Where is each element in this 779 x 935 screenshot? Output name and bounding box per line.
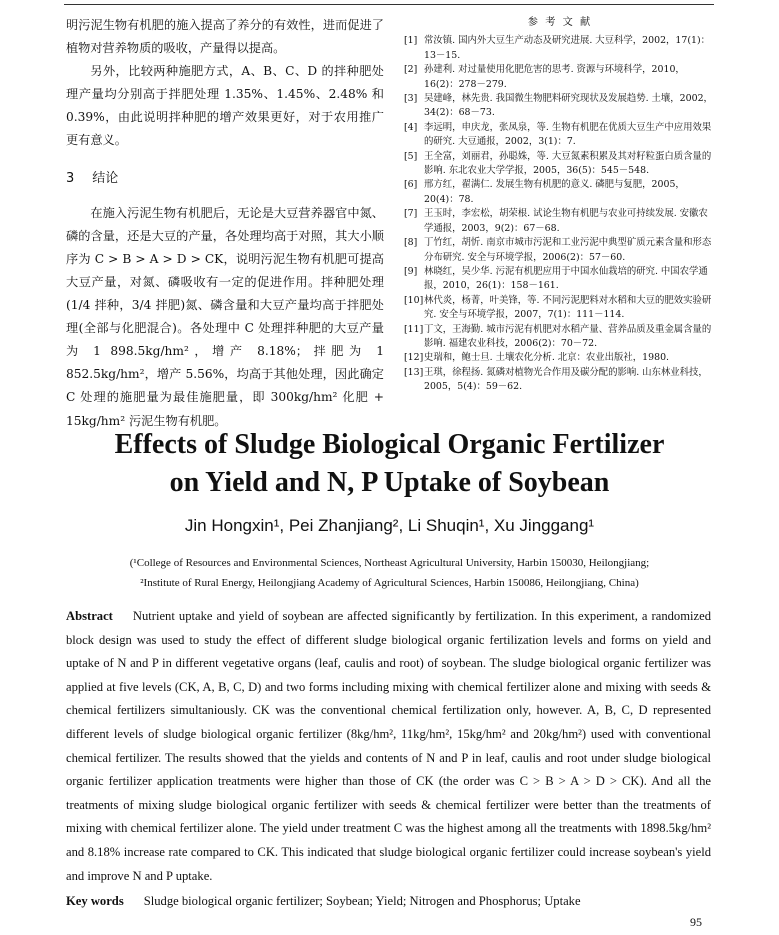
title-line-1: Effects of Sludge Biological Organic Fertilizer xyxy=(114,429,665,460)
reference-item xyxy=(404,366,716,395)
section-heading xyxy=(66,167,384,190)
reference-number: [13] xyxy=(404,366,424,378)
reference-text: 吴建峰，林先贵. 我国微生物肥料研究现状及发展趋势. 土壤，2002，34(2)：68－73. xyxy=(424,93,713,119)
abstract-label: Abstract xyxy=(66,609,113,623)
reference-item xyxy=(404,63,716,92)
reference-item xyxy=(404,236,716,265)
authors: Jin Hongxin¹, Pei Zhanjiang², Li Shuqin¹, Xu Jinggang¹ xyxy=(184,516,595,535)
top-rule xyxy=(64,4,714,5)
body-paragraph-2: 另外，比较两种施肥方式，A、B、C、D 的拌种肥处理产量均分别高于拌肥处理 1.35%、1.45%、2.48% 和 0.39%，由此说明拌种肥的增产效果更好，对于农用推广更有意义。 xyxy=(66,64,384,148)
reference-item xyxy=(404,178,716,207)
reference-number: [2] xyxy=(404,64,418,76)
reference-item xyxy=(404,351,716,365)
reference-text: 林代炎，杨菁，叶美锋，等. 不同污泥肥料对水稻和大豆的肥效实验研究. 安全与环境学报，2007，7(1)：111－114. xyxy=(424,294,712,321)
english-title xyxy=(0,426,779,502)
reference-text: 王玉时，李宏松，胡荣根. 试论生物有机肥与农业可持续发展. 安徽农学通报，2003，9(2)：67－68. xyxy=(424,208,708,234)
keywords-text: Sludge biological organic fertilizer; Soybean; Yield; Nitrogen and Phosphorus; Uptake xyxy=(143,894,581,909)
reference-text: 常汝镇. 国内外大豆生产动态及研究进展. 大豆科学，2002，17(1)：13－15. xyxy=(424,35,710,61)
section-title: 结论 xyxy=(92,170,119,186)
left-column xyxy=(66,14,384,433)
reference-number: [5] xyxy=(404,150,418,162)
reference-number: [10] xyxy=(404,294,424,306)
reference-text: 王琪，徐程扬. 氮磷对植物光合作用及碳分配的影响. 山东林业科技，2005，5(4)：59－62. xyxy=(424,366,708,393)
reference-number: [9] xyxy=(404,265,418,277)
reference-item xyxy=(404,121,716,150)
reference-item xyxy=(404,265,716,294)
affiliation-1: (¹College of Resources and Environmental Sciences, Northeast Agricultural University, Harbin 150030, Heilongjiang; xyxy=(129,557,650,569)
page-number: 95 xyxy=(690,915,702,929)
references-column xyxy=(404,16,716,395)
reference-number: [11] xyxy=(404,323,424,335)
reference-number: [3] xyxy=(404,93,418,105)
reference-number: [1] xyxy=(404,35,418,47)
reference-item xyxy=(404,323,716,352)
reference-text: 李远明，申庆龙，张凤泉，等. 生物有机肥在优质大豆生产中应用效果的研究. 大豆通报，2002，3(1)：7. xyxy=(424,121,712,148)
reference-text: 王全富，刘丽君，孙聪姝，等. 大豆氮素积累及其对籽粒蛋白质含量的影响. 东北农业大学学报，2005，36(5)：545－548. xyxy=(424,150,712,177)
reference-text: 孙建利. 对过量使用化肥危害的思考. 资源与环境科学，2010，16(2)：278－279. xyxy=(424,64,685,90)
reference-text: 丁竹红，胡忻. 南京市城市污泥和工业污泥中典型矿质元素含量和形态分布研究. 安全与环境学报，2006(2)：57－60. xyxy=(424,237,712,263)
keywords-label: Key words xyxy=(66,894,124,909)
affiliation-2: ²Institute of Rural Energy, Heilongjiang Academy of Agricultural Sciences, Harbin 150086, Heilongjiang, China) xyxy=(140,577,639,589)
reference-item xyxy=(404,207,716,236)
reference-item xyxy=(404,34,716,63)
conclusion-paragraph: 在施入污泥生物有机肥后，无论是大豆营养器官中氮、磷的含量，还是大豆的产量，各处理均高于对照，其大小顺序为 C > B > A > D > CK，说明污泥生物有机肥可提高大豆产量，对氮、磷吸收有一定的促进作用。拌种肥处理(1/4 拌种，3/4 拌肥)氮、磷含量和大豆产量均高于拌肥处理(全部与化肥混合)。各处理中 C 处理拌种肥的大豆产量为 1 898.5kg/hm²，增产 8.18%；拌肥为 1 852.5kg/hm²，增产 5.56%，均高于其他处理，因此确定 C 处理的施肥量为最佳施肥量，即 300kg/hm² 化肥 + 15kg/hm² 污泥生物有机肥。 xyxy=(66,205,384,428)
reference-item xyxy=(404,150,716,179)
keywords-line xyxy=(66,890,711,914)
reference-number: [8] xyxy=(404,237,418,249)
abstract-block xyxy=(66,605,711,914)
section-number: 3 xyxy=(66,170,75,186)
reference-text: 邢方红，翟满仁. 发展生物有机肥的意义. 磷肥与复肥，2005，20(4)：78. xyxy=(424,179,685,205)
reference-item xyxy=(404,92,716,121)
reference-number: [7] xyxy=(404,208,418,220)
abstract-paragraph xyxy=(66,605,711,888)
title-line-2: on Yield and N, P Uptake of Soybean xyxy=(169,467,610,498)
references-heading: 参 考 文 献 xyxy=(527,17,593,28)
reference-text: 丁文，王海勤. 城市污泥有机肥对水稻产量、营养品质及重金属含量的影响. 福建农业科技，2006(2)：70－72. xyxy=(424,323,712,349)
reference-item xyxy=(404,294,716,323)
abstract-text: Nutrient uptake and yield of soybean are affected significantly by fertilization. In this experiment, a randomized block design was used to study the effect of different sludge biological organic fertilization levels and forms on yield and uptake of N and P in different vegetative organs (leaf, caulis and root) of soybean. The sludge biological organic fertilizer was applied at five levels (CK, A, B, C, D) and two forms including mixing with chemical fertilizer alone and mixing with seeds & chemical fertilizers simultaniously. CK was the conventional chemical fertilization only, however. A, B, C, D represented different levels of sludge biological organic fertilizer (8kg/hm², 11kg/hm², 15kg/hm² and 20kg/hm²) used with conventional chemical fertilizer. The results showed that the yields and contents of N and P in leaf, caulis and root under sludge biological organic fertilizer application treatments were higher than those of CK (the order was C > B > A > D > CK). And all the treatments of mixing sludge biological organic fertilizer with seeds & chemical fertilizer were better than the treatments of mixing with chemical fertilizer alone. The yield under treatment C was the highest among all the treatments with 1898.5kg/hm² and 8.18% increase rate compared to CK. This indicated that sludge biological organic fertilizer could increase soybean's yield and improve N and P uptake. xyxy=(66,609,711,883)
reference-text: 史瑞和，鲍士旦. 土壤农化分析. 北京：农业出版社，1980. xyxy=(424,352,670,364)
reference-list xyxy=(404,34,716,394)
reference-number: [4] xyxy=(404,121,418,133)
reference-number: [6] xyxy=(404,179,418,191)
reference-number: [12] xyxy=(404,352,424,364)
reference-text: 林晓红，吴少华. 污泥有机肥应用于中国水仙栽培的研究. 中国农学通报，2010，26(1)：158－161. xyxy=(424,265,708,292)
body-paragraph-1: 明污泥生物有机肥的施入提高了养分的有效性，进而促进了植物对营养物质的吸收，产量得以提高。 xyxy=(66,18,384,56)
